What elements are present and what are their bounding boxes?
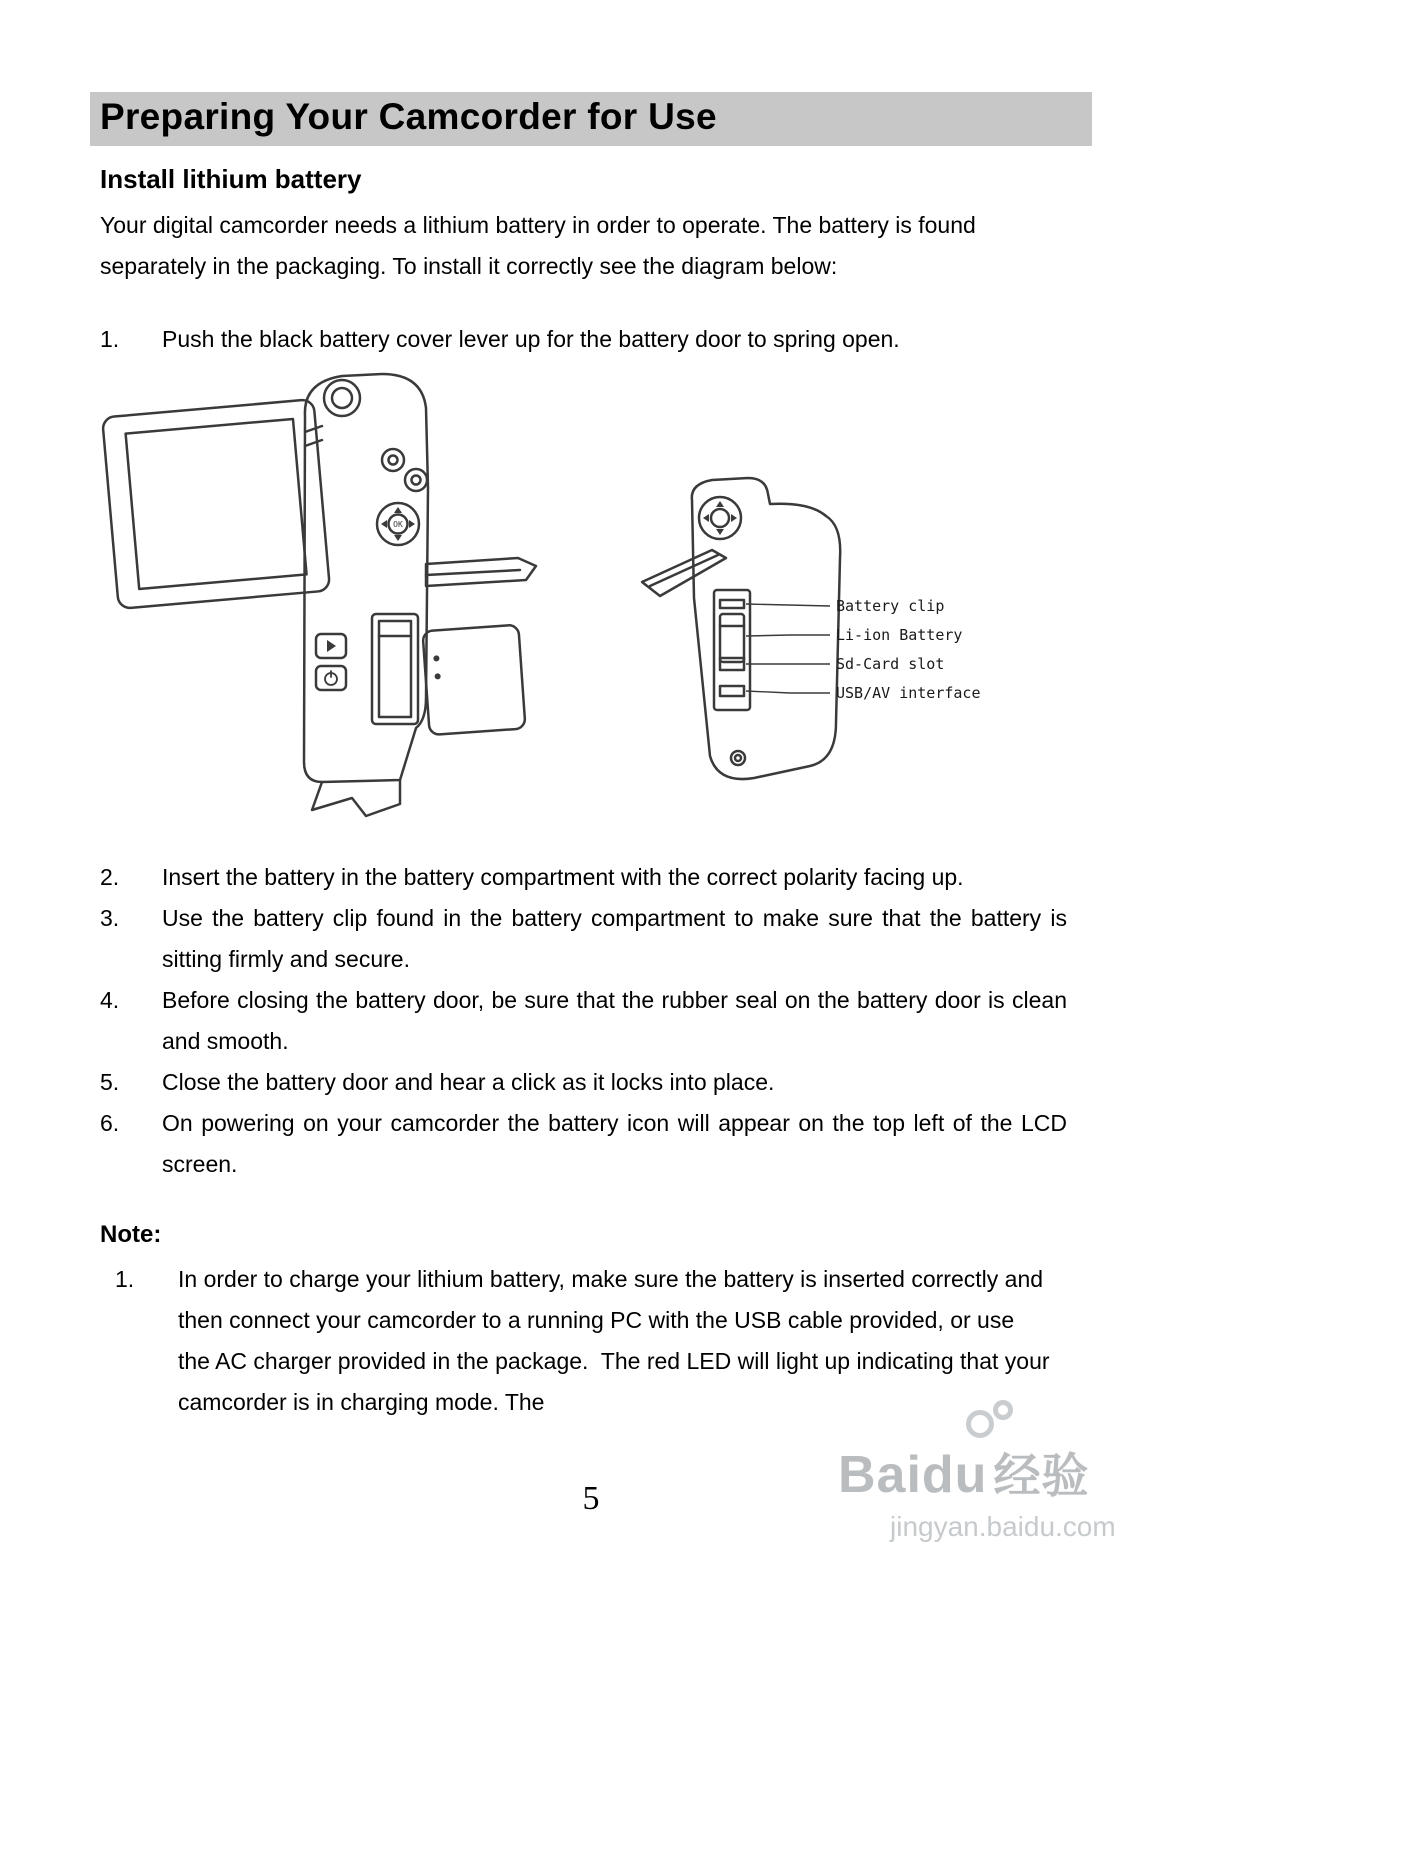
baidu-paw-icon [966, 1398, 1158, 1448]
step-item-2 [100, 857, 1092, 898]
step-item-5 [100, 1062, 1092, 1103]
step-list-main [100, 857, 1092, 1185]
step-text: Before closing the battery door, be sure that the rubber seal on the battery door is clean and smooth. [162, 987, 1067, 1054]
step-text: Close the battery door and hear a click as it locks into place. [162, 1069, 775, 1095]
step-number: 4. [100, 987, 120, 1013]
watermark-brand [838, 1448, 1158, 1503]
watermark-url: jingyan.baidu.com [890, 1510, 1116, 1542]
step-text: Push the black battery cover lever up for the battery door to spring open. [162, 326, 900, 352]
note-heading: Note: [100, 1221, 162, 1248]
step-item-3 [100, 898, 1092, 980]
diagram-label-battery-clip: Battery clip [836, 597, 945, 615]
note-text: In order to charge your lithium battery, make sure the battery is inserted correctly and then connect your camcorder to a running PC with the USB cable provided, or use the AC charger provided in the package. The red LED will light up indicating that your camcorder is in charging mode. The [178, 1266, 1056, 1415]
watermark-brand-cn: 经验 [993, 1449, 1090, 1502]
step-item-1 [100, 319, 1092, 360]
camcorder-diagram-svg [90, 368, 1092, 838]
intro-paragraph: Your digital camcorder needs a lithium battery in order to operate. The battery is found separately in the packaging. To install it correctly see the diagram below: [100, 212, 976, 279]
camcorder-open-view-drawing [102, 374, 536, 816]
diagram-callout-lines [746, 604, 830, 693]
step-number: 6. [100, 1110, 120, 1136]
step-number: 5. [100, 1069, 120, 1095]
watermark-brand-latin: Baidu [838, 1446, 988, 1504]
watermark-circle-icon [966, 1410, 994, 1438]
step-text: On powering on your camcorder the battery icon will appear on the top left of the LCD screen. [162, 1110, 1067, 1177]
step-text: Insert the battery in the battery compartment with the correct polarity facing up. [162, 864, 964, 890]
diagram-label-sdcard-slot: Sd-Card slot [836, 655, 945, 673]
step-item-6 [100, 1103, 1092, 1185]
diagram-label-usb-av: USB/AV interface [836, 684, 981, 702]
step-number: 2. [100, 864, 120, 890]
watermark-circle-icon [993, 1400, 1013, 1420]
section-heading: Install lithium battery [100, 164, 362, 194]
step-number: 3. [100, 905, 120, 931]
step-text: Use the battery clip found in the battery compartment to make sure that the battery is sitting firmly and secure. [162, 905, 1067, 972]
page-content [90, 92, 1092, 1423]
dpad-ok-label: OK [393, 520, 403, 529]
page-number: 5 [582, 1480, 600, 1517]
diagram-label-liion-battery: Li-ion Battery [836, 626, 963, 644]
camcorder-rear-view-drawing [642, 478, 840, 779]
camcorder-diagram [90, 368, 1092, 843]
step-number: 1. [100, 326, 120, 352]
note-number: 1. [115, 1266, 135, 1292]
step-item-4 [100, 980, 1092, 1062]
baidu-watermark [838, 1398, 1158, 1543]
page-title: Preparing Your Camcorder for Use [90, 92, 1092, 146]
step-list-top [100, 319, 1092, 360]
